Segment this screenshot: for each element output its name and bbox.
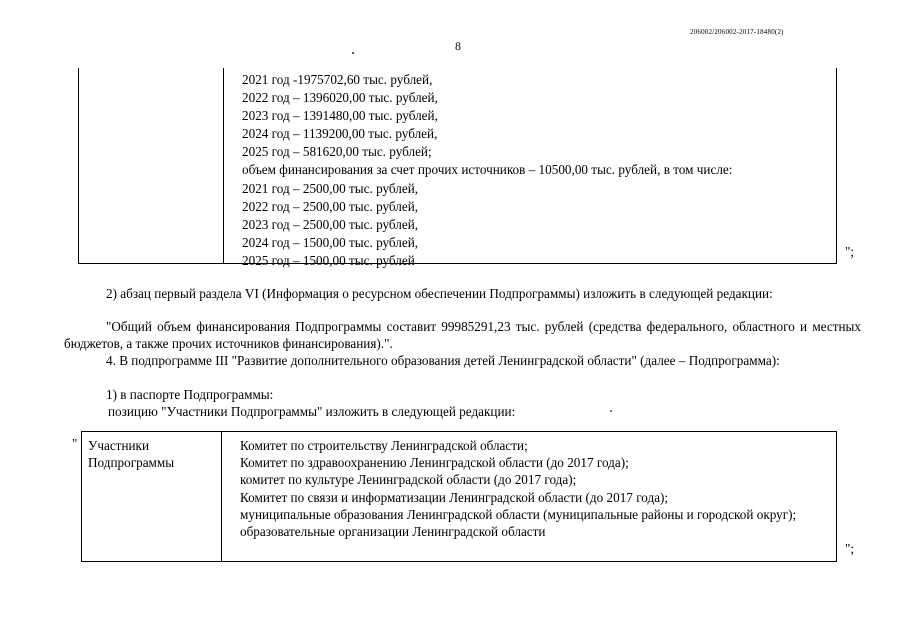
financing-line: 2025 год – 581620,00 тыс. рублей; xyxy=(242,144,432,160)
page-number: 8 xyxy=(455,39,461,53)
financing-line: 2022 год – 2500,00 тыс. рублей, xyxy=(242,198,419,214)
participants-table-closing-quote: "; xyxy=(845,541,855,556)
financing-table-closing-quote: "; xyxy=(845,244,855,259)
participant-line: Комитет по строительству Ленинградской области; xyxy=(240,438,528,453)
participants-label-line: Подпрограммы xyxy=(88,455,175,470)
financing-table-left-border xyxy=(78,68,79,264)
financing-line: 2023 год – 2500,00 тыс. рублей, xyxy=(242,216,419,232)
scan-speck xyxy=(352,52,354,54)
financing-line: 2024 год – 1139200,00 тыс. рублей, xyxy=(242,126,438,142)
paragraph-subprogram-iii: 4. В подпрограмме III "Развитие дополнительного образования детей Ленинградской области" (далее – Подпрограмма): xyxy=(106,353,780,368)
participant-line: муниципальные образования Ленинградской области (муниципальные районы и городской округ); xyxy=(240,506,797,522)
participants-table-opening-quote: " xyxy=(72,436,78,451)
participant-line: Комитет по связи и информатизации Ленинградской области (до 2017 года); xyxy=(240,489,669,505)
participants-table-label xyxy=(88,437,218,471)
participants-label-line: Участники xyxy=(88,438,150,453)
participant-line: Комитет по здравоохранению Ленинградской области (до 2017 года); xyxy=(240,455,629,471)
paragraph-section-vi-amendment: 2) абзац первый раздела VI (Информация о ресурсном обеспечении Подпрограммы) изложить в следующей редакции: xyxy=(106,286,773,301)
financing-table-column-divider xyxy=(223,68,224,264)
paragraph-total-financing: "Общий объем финансирования Подпрограммы составит 99985291,23 тыс. рублей (средства федерального, областного и местных бюджетов, а также прочих источников финансирования).". xyxy=(64,319,861,351)
participants-table-content xyxy=(228,437,834,540)
participants-table-column-divider xyxy=(221,431,222,562)
financing-line: объем финансирования за счет прочих источников – 10500,00 тыс. рублей, в том числе: xyxy=(242,162,733,178)
financing-line: 2021 год -1975702,60 тыс. рублей, xyxy=(242,72,433,87)
paragraph-passport: 1) в паспорте Подпрограммы: xyxy=(106,387,274,402)
participant-line: образовательные организации Ленинградской области xyxy=(240,524,546,540)
financing-line: 2025 год – 1500,00 тыс. рублей xyxy=(242,252,415,268)
financing-line: 2023 год – 1391480,00 тыс. рублей, xyxy=(242,108,438,124)
financing-table-content xyxy=(242,71,732,270)
financing-line: 2022 год – 1396020,00 тыс. рублей, xyxy=(242,90,438,106)
participant-line: комитет по культуре Ленинградской области (до 2017 года); xyxy=(240,472,577,488)
paragraph-participants-position: позицию "Участники Подпрограммы" изложить в следующей редакции: xyxy=(108,404,516,419)
financing-line: 2024 год – 1500,00 тыс. рублей, xyxy=(242,234,419,250)
financing-line: 2021 год – 2500,00 тыс. рублей, xyxy=(242,180,419,196)
document-id: 206002/206002-2017-18480(2) xyxy=(690,28,784,36)
